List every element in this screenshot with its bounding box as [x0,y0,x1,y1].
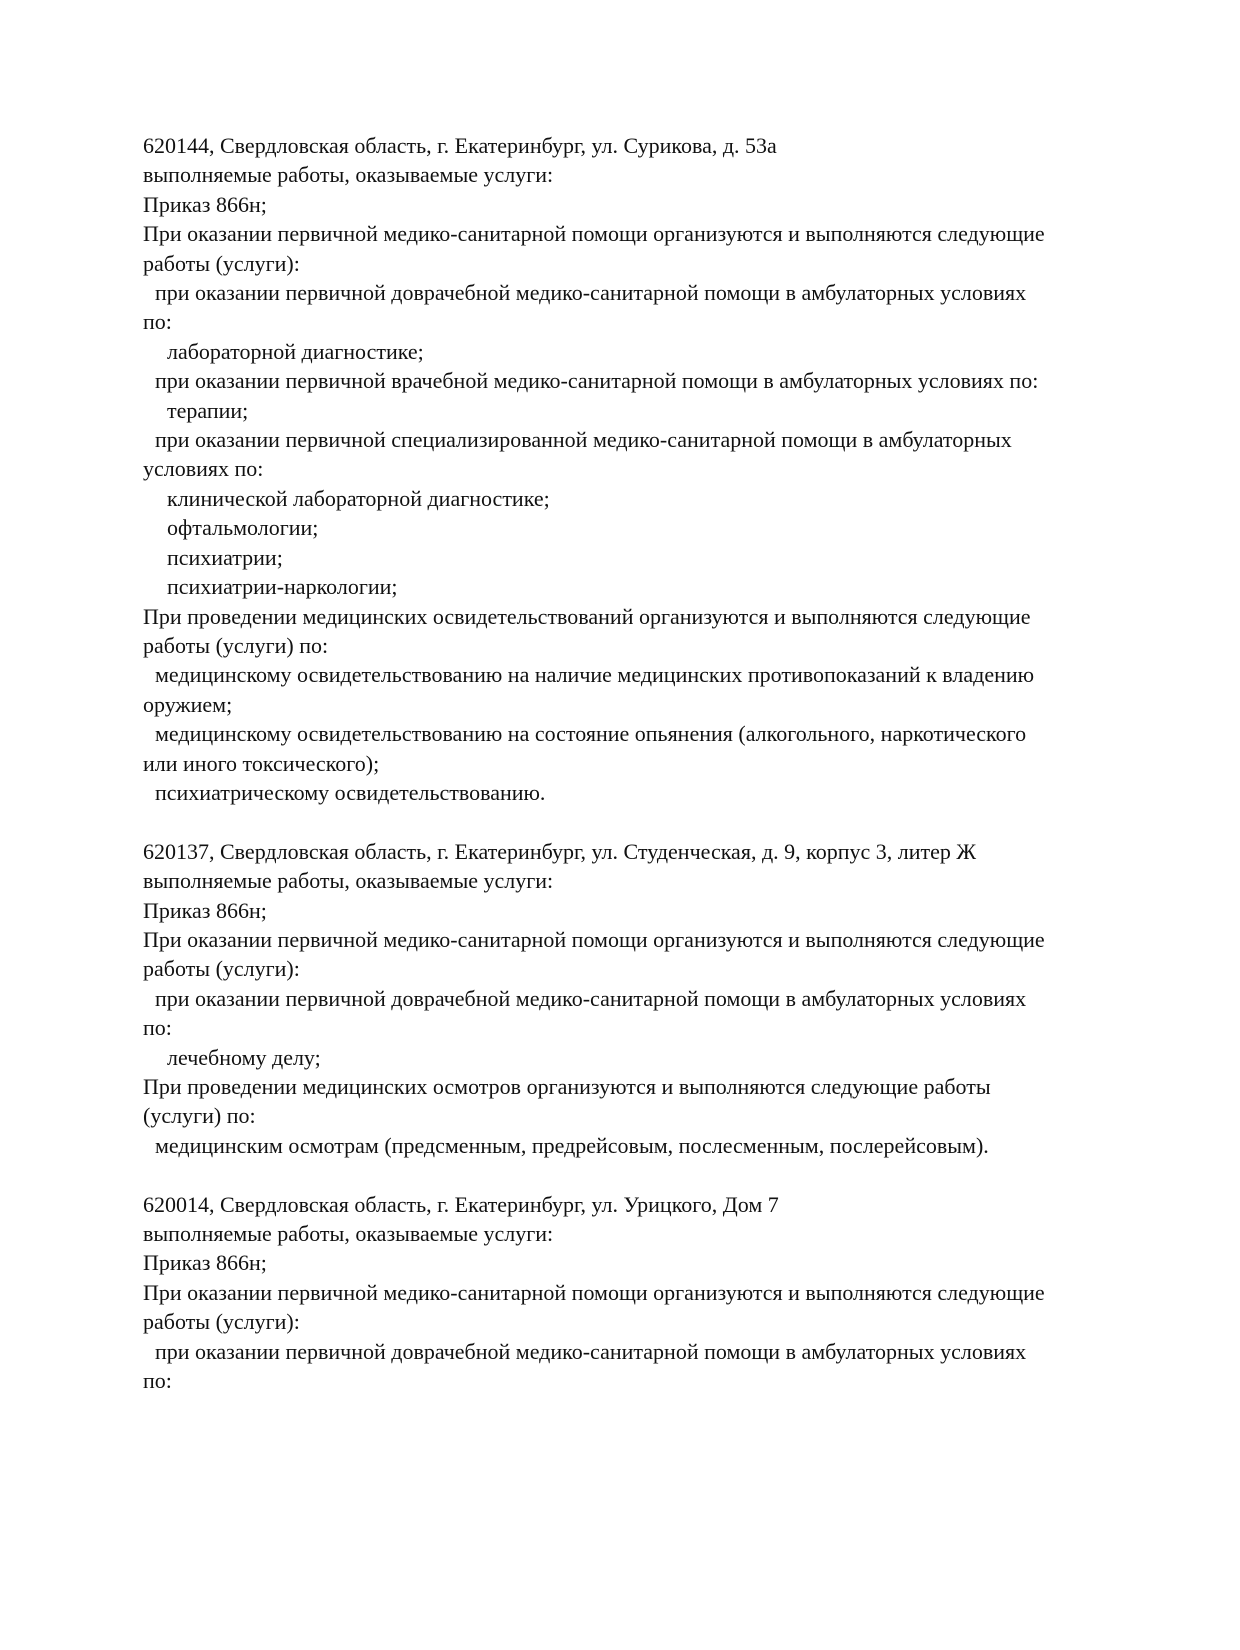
order-reference: Приказ 866н; [143,897,267,923]
category-heading-cont: работы (услуги): [143,956,300,982]
category-heading: При проведении медицинских освидетельствований организуются и выполняются следующие [143,603,1031,629]
category-heading-cont: работы (услуги) по: [143,632,329,658]
services-heading: выполняемые работы, оказываемые услуги: [143,162,554,188]
subcategory-line: при оказании первичной доврачебной медико-санитарной помощи в амбулаторных условиях [155,1338,1027,1364]
subcategory-line: при оказании первичной доврачебной медико-санитарной помощи в амбулаторных условиях [155,280,1027,306]
service-item: медицинскому освидетельствованию на наличие медицинских противопоказаний к владению [155,662,1035,688]
subcategory-line-cont: по: [143,1368,172,1394]
address-section-studencheskaya [143,837,1143,1160]
order-reference: Приказ 866н; [143,1250,267,1276]
service-item: лечебному делу; [167,1044,321,1070]
service-item: психиатрическому освидетельствованию. [155,779,546,805]
subcategory-line-cont: по: [143,309,172,335]
address-line: 620137, Свердловская область, г. Екатеринбург, ул. Студенческая, д. 9, корпус 3, литер Ж [143,838,977,864]
service-item: клинической лабораторной диагностике; [167,485,550,511]
address-section-surikova [143,131,1143,807]
category-heading: При оказании первичной медико-санитарной помощи организуются и выполняются следующие [143,926,1045,952]
order-reference: Приказ 866н; [143,191,267,217]
subcategory-line: при оказании первичной специализированной медико-санитарной помощи в амбулаторных [155,427,1012,453]
address-line: 620144, Свердловская область, г. Екатеринбург, ул. Сурикова, д. 53а [143,133,777,158]
services-heading: выполняемые работы, оказываемые услуги: [143,868,554,894]
service-item: терапии; [167,397,249,423]
service-item: медицинским осмотрам (предсменным, предрейсовым, послесменным, послерейсовым). [155,1132,989,1158]
subcategory-line-cont: по: [143,1015,172,1041]
subcategory-line: при оказании первичной доврачебной медико-санитарной помощи в амбулаторных условиях [155,985,1027,1011]
address-section-uritskogo [143,1190,1143,1396]
subcategory-line: при оказании первичной врачебной медико-санитарной помощи в амбулаторных условиях по: [155,368,1039,394]
address-line: 620014, Свердловская область, г. Екатеринбург, ул. Урицкого, Дом 7 [143,1191,779,1217]
category-heading-cont: работы (услуги): [143,1309,300,1335]
service-item: офтальмологии; [167,515,319,541]
service-item-cont: или иного токсического); [143,750,380,776]
category-heading: При оказании первичной медико-санитарной помощи организуются и выполняются следующие [143,221,1045,247]
service-item: психиатрии-наркологии; [167,574,398,600]
document-body [143,131,1143,1395]
service-item: медицинскому освидетельствованию на состояние опьянения (алкогольного, наркотического [155,721,1027,747]
category-heading-cont: работы (услуги): [143,250,300,276]
service-item-cont: оружием; [143,691,233,717]
service-item: лабораторной диагностике; [167,338,424,364]
subcategory-line-cont: условиях по: [143,456,264,482]
category-heading: При проведении медицинских осмотров организуются и выполняются следующие работы [143,1073,991,1099]
service-item: психиатрии; [167,544,283,570]
category-heading-cont: (услуги) по: [143,1103,256,1129]
category-heading: При оказании первичной медико-санитарной помощи организуются и выполняются следующие [143,1279,1045,1305]
services-heading: выполняемые работы, оказываемые услуги: [143,1221,554,1246]
